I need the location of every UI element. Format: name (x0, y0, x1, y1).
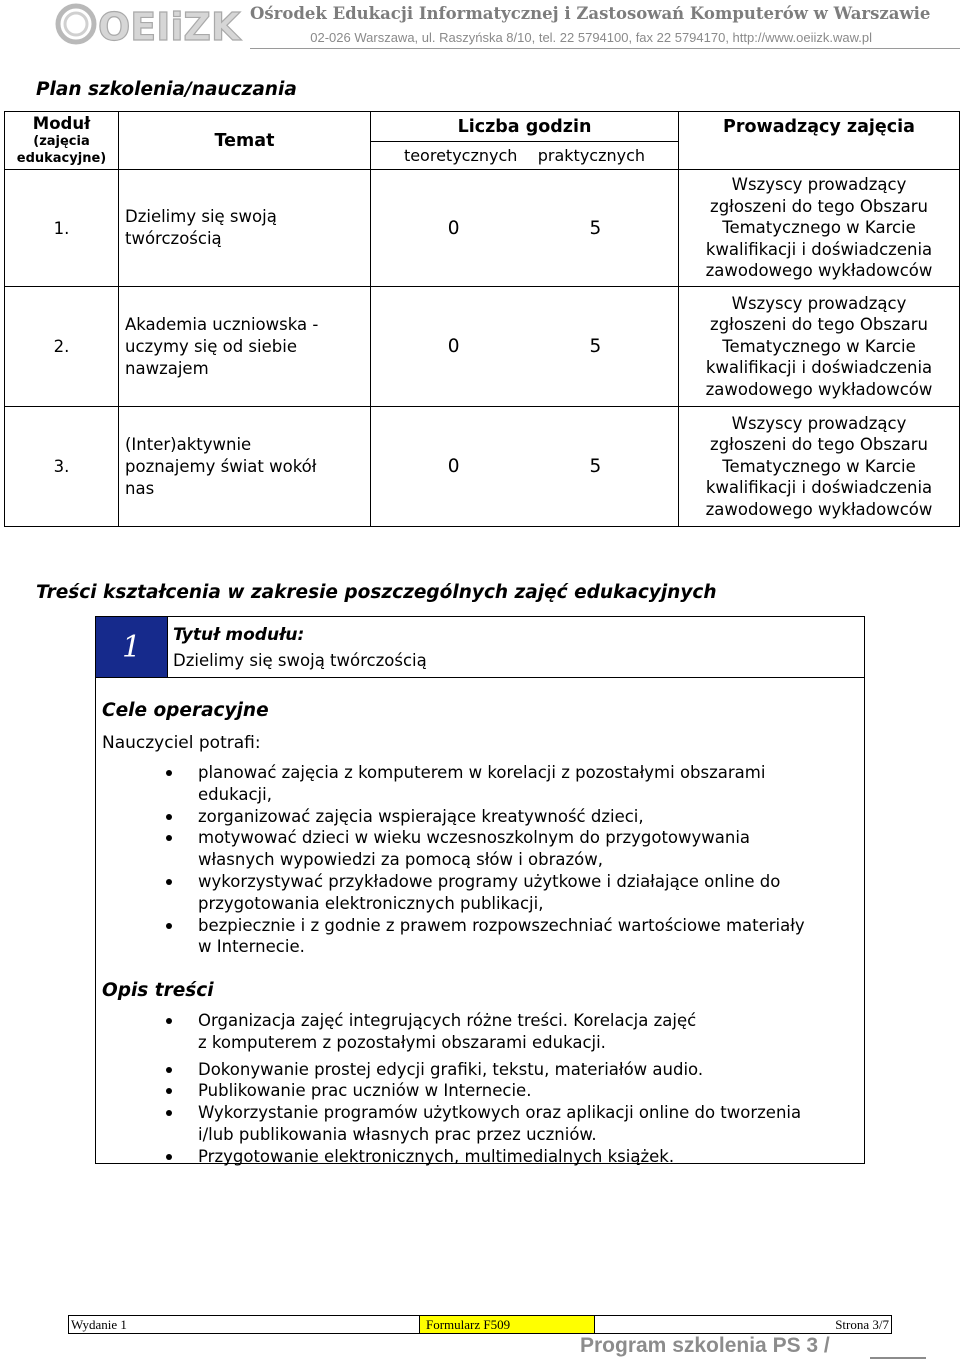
row-topic: Akademia uczniowska - uczymy się od siebie nawzajem (119, 287, 371, 407)
plan-table (4, 111, 960, 527)
module-title-box (167, 617, 865, 678)
list-item: Wykorzystanie programów użytkowych oraz aplikacji online do tworzenia i/lub publikowania własnych prac przez uczniów. (160, 1102, 801, 1146)
theory-hours: 0 (447, 456, 460, 477)
row-number: 1. (5, 170, 119, 287)
edition-label: Wydanie 1 (71, 1317, 127, 1332)
row-hours (371, 287, 679, 407)
practice-hours: 5 (589, 217, 602, 239)
practice-hours: 5 (589, 456, 602, 477)
footer-bar (68, 1315, 892, 1334)
plan-title: Plan szkolenia/nauczania (36, 79, 297, 100)
lecturer-header: Prowadzący zajęcia (679, 112, 960, 142)
header-divider (250, 48, 960, 49)
theory-hours: 0 (447, 217, 460, 239)
module-title-value: Dzielimy się swoją twórczością (173, 651, 427, 670)
list-item: motywować dzieci w wieku wczesnoszkolnym do przygotowywania własnych wypowiedzi za pomocą słów i obrazów, (160, 827, 805, 871)
page-header (0, 0, 960, 52)
theoretical-header: teoretycznych (403, 146, 518, 165)
table-row (5, 170, 960, 287)
row-lecturer: Wszyscy prowadzący zgłoszeni do tego Obszaru Tematycznego w Karcie kwalifikacji i doświadczenia zawodowego wykładowców (679, 407, 960, 527)
module-number-badge: 1 (96, 617, 168, 678)
row-hours (371, 170, 679, 287)
content-title: Treści kształcenia w zakresie poszczególnych zajęć edukacyjnych (36, 582, 717, 603)
row-lecturer: Wszyscy prowadzący zgłoszeni do tego Obszaru Tematycznego w Karcie kwalifikacji i doświadczenia zawodowego wykładowców (679, 287, 960, 407)
organization-address: 02-026 Warszawa, ul. Raszyńska 8/10, tel. 22 5794100, fax 22 5794170, http://www.oeiizk.waw.pl (310, 30, 872, 45)
page-number: Strona 3/7 (835, 1317, 889, 1332)
theory-hours: 0 (447, 336, 460, 357)
table-row (5, 407, 960, 527)
list-item: Organizacja zajęć integrujących różne treści. Korelacja zajęć z komputerem z pozostałymi obszarami edukacji. (160, 1010, 801, 1054)
goals-list (160, 762, 805, 958)
content-heading: Opis treści (102, 980, 214, 1001)
hours-subheader (371, 142, 679, 170)
row-topic: Dzielimy się swoją twórczością (119, 170, 371, 287)
goals-heading: Cele operacyjne (102, 700, 269, 721)
list-item: wykorzystywać przykładowe programy użytkowe i działające online do przygotowania elektronicznych publikacji, (160, 871, 805, 915)
list-item: Dokonywanie prostej edycji grafiki, tekstu, materiałów audio. (160, 1059, 801, 1081)
list-item: Przygotowanie elektronicznych, multimedialnych książek. (160, 1146, 801, 1168)
module-header: Moduł (zajęcia edukacyjne) (5, 112, 119, 170)
table-row (5, 287, 960, 407)
organization-name: Ośrodek Edukacji Informatycznej i Zastosowań Komputerów w Warszawie (250, 4, 931, 23)
row-hours (371, 407, 679, 527)
module-box (95, 616, 865, 1164)
row-number: 3. (5, 407, 119, 527)
topic-header: Temat (119, 112, 371, 170)
practice-hours: 5 (589, 336, 602, 357)
list-item: planować zajęcia z komputerem w korelacji z pozostałymi obszarami edukacji, (160, 762, 805, 806)
list-item: Publikowanie prac uczniów w Internecie. (160, 1080, 801, 1102)
program-underline (870, 1357, 926, 1359)
form-label: Formularz F509 (419, 1316, 595, 1333)
list-item: zorganizować zajęcia wspierające kreatywność dzieci, (160, 806, 805, 828)
program-label: Program szkolenia PS 3 / (580, 1334, 830, 1357)
goals-intro: Nauczyciel potrafi: (102, 733, 261, 753)
row-lecturer: Wszyscy prowadzący zgłoszeni do tego Obszaru Tematycznego w Karcie kwalifikacji i doświadczenia zawodowego wykładowców (679, 170, 960, 287)
hours-header: Liczba godzin (371, 112, 679, 142)
oeiizk-logo (54, 2, 241, 49)
content-list (160, 1010, 801, 1168)
row-number: 2. (5, 287, 119, 407)
list-item: bezpiecznie i z godnie z prawem rozpowszechniać wartościowe materiały w Internecie. (160, 915, 805, 959)
practical-header: praktycznych (537, 146, 646, 165)
row-topic: (Inter)aktywnie poznajemy świat wokół nas (119, 407, 371, 527)
svg-text:OEIiZK: OEIiZK (98, 5, 241, 49)
module-title-label: Tytuł modułu: (173, 625, 305, 645)
